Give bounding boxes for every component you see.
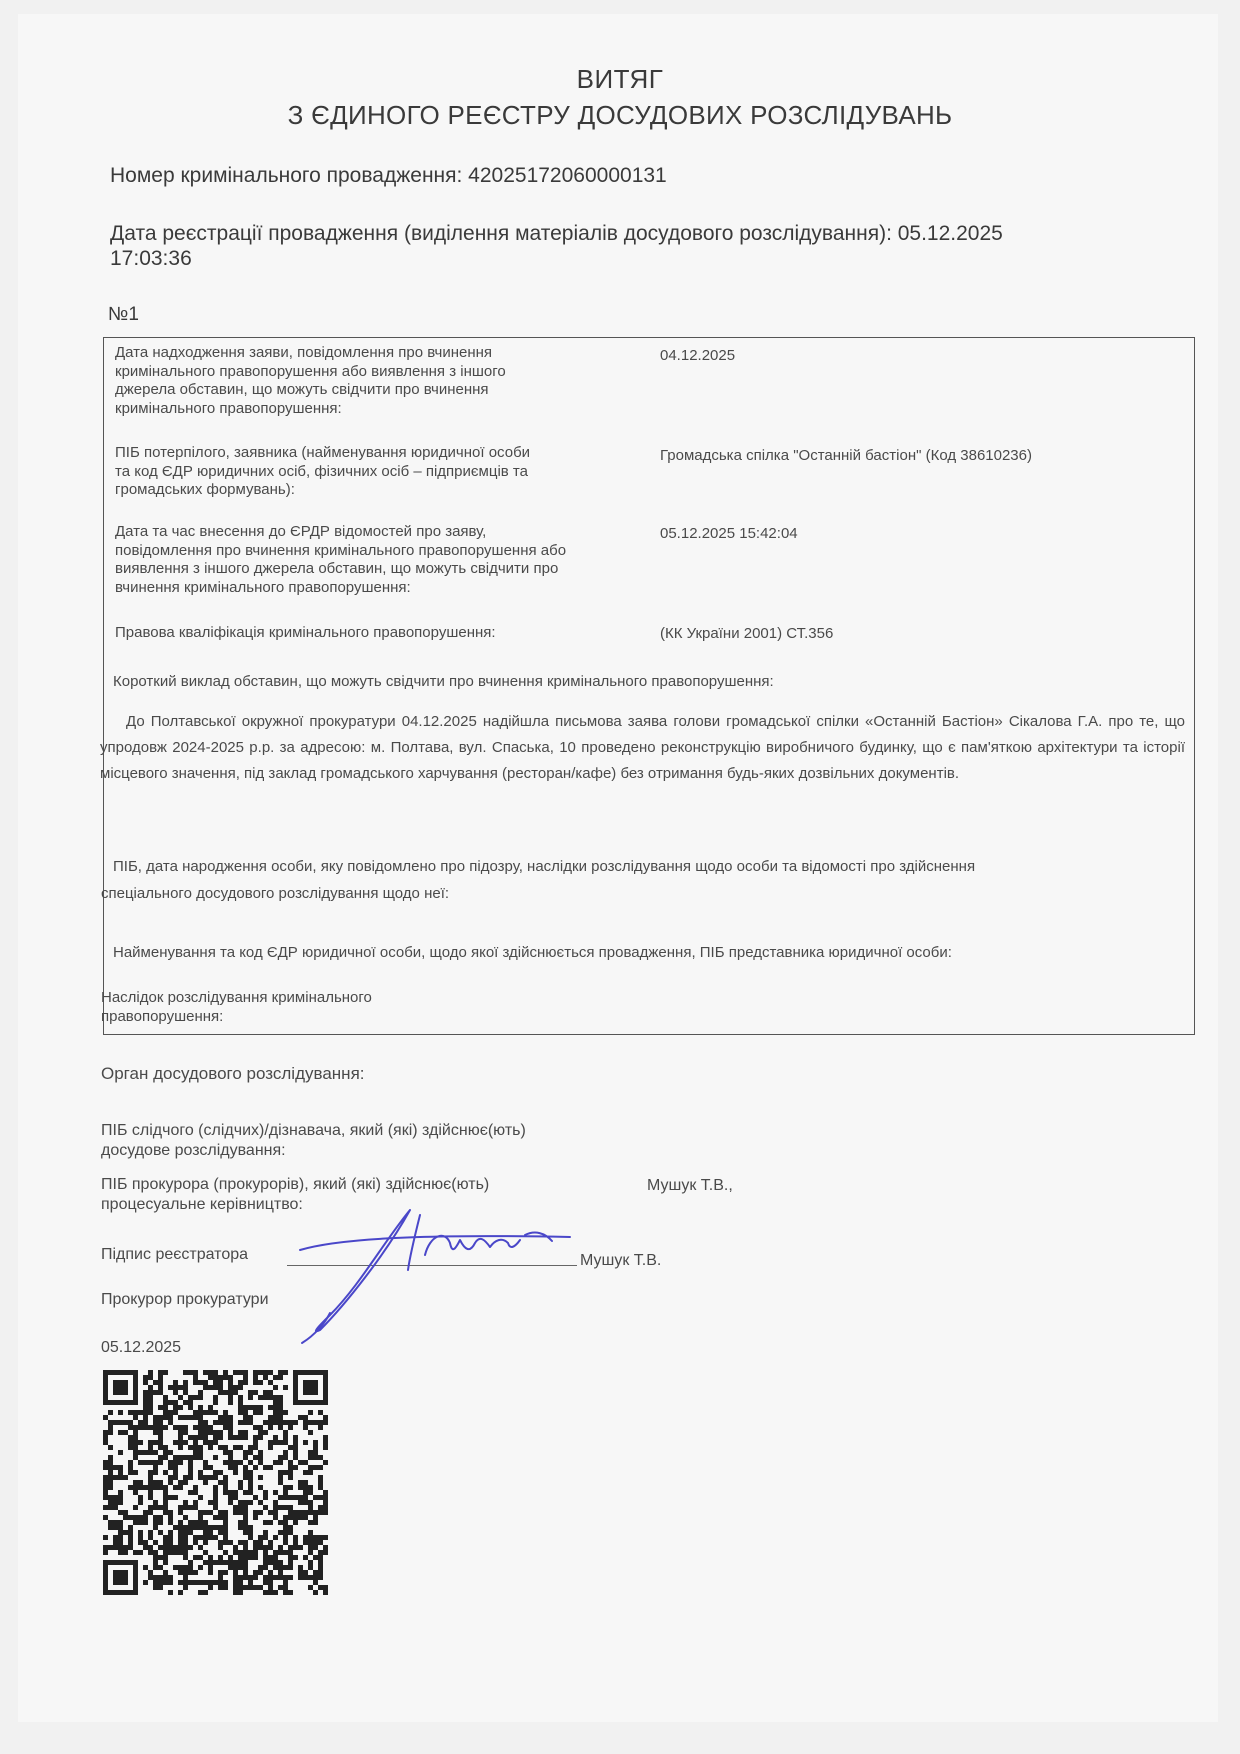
document-subtitle: З ЄДИНОГО РЕЄСТРУ ДОСУДОВИХ РОЗСЛІДУВАНЬ — [287, 100, 953, 130]
organ-label: Орган досудового розслідування: — [101, 1064, 365, 1083]
qr-code-icon — [103, 1370, 329, 1596]
document-title: ВИТЯГ — [576, 64, 664, 94]
office-prosecutor-label: Прокурор прокуратури — [101, 1291, 269, 1308]
summary-text: До Полтавської окружної прокуратури 04.12.2025 надійшла письмова заява голови громадської спілки «Останній Бастіон» Сікалова Г.А. про те, що упродовж 2024-2025 р.р. за адресою: м. Полтава, вул. Спаська, 10 проведено реконструкцію виробничого будинку, що є пам'яткою архітектури та історії місцевого значення, під заклад громадського харчування (ресторан/кафе) без отримання будь-яких дозвільних документів. — [100, 713, 1185, 782]
legal-entity-label: Найменування та код ЄДР юридичної особи, щодо якої здійснюється провадження, ПІБ представника юридичної особи: — [113, 944, 952, 961]
row-label-line: ПІБ потерпілого, заявника (найменування юридичної особи — [115, 444, 531, 461]
row-label-line: та код ЄДР юридичних осіб, фізичних осіб – підприємців та — [115, 462, 528, 480]
table-row — [115, 624, 496, 643]
row-label-line: виявлення з іншого джерела обставин, що можуть свідчити про — [115, 560, 559, 577]
prosecutor-value: Мушук Т.В., — [647, 1177, 733, 1194]
table-row — [115, 523, 566, 597]
row-label-line: джерела обставин, що можуть свідчити про вчинення — [115, 381, 489, 398]
investigator-label — [101, 1121, 526, 1161]
outcome-label-line: Наслідок розслідування кримінального — [101, 989, 372, 1006]
suspect-label: ПІБ, дата народження особи, яку повідомлено про підозру, наслідки розслідування щодо особи та відомості про здійснення — [113, 858, 976, 875]
investigator-label-line: ПІБ слідчого (слідчих)/дізнавача, який (які) здійснює(ють) — [101, 1122, 526, 1139]
row-label-line: Дата надходження заяви, повідомлення про вчинення — [115, 344, 493, 361]
registration-date: Дата реєстрації провадження (виділення матеріалів досудового розслідування): 05.12.2025 — [110, 222, 1003, 245]
prosecutor-label-line: ПІБ прокурора (прокурорів), який (які) здійснює(ють) — [101, 1176, 490, 1193]
registration-time: 17:03:36 — [110, 247, 192, 270]
record-number: №1 — [108, 304, 139, 325]
row-label-line: кримінального правопорушення або виявлення з іншого — [115, 362, 506, 380]
proceeding-number: Номер кримінального провадження: 42025172060000131 — [110, 164, 667, 187]
suspect-label-cont: спеціального досудового розслідування щодо неї: — [101, 885, 450, 902]
outcome-label — [101, 989, 372, 1026]
summary-heading: Короткий виклад обставин, що можуть свідчити про вчинення кримінального правопорушення: — [113, 673, 774, 690]
table-row — [115, 444, 530, 500]
row-value: Громадська спілка "Останній бастіон" (Код 38610236) — [660, 447, 1032, 464]
table-row — [115, 344, 506, 418]
row-label-line: вчинення кримінального правопорушення: — [115, 578, 411, 596]
handwritten-signature-icon — [290, 1195, 590, 1345]
row-label-line: повідомлення про вчинення кримінального правопорушення або — [115, 541, 567, 559]
row-label-line: громадських формувань): — [115, 481, 295, 498]
registrar-value: Мушук Т.В. — [580, 1252, 662, 1269]
prosecutor-label-line: процесуальне керівництво: — [101, 1196, 303, 1213]
row-label-line: кримінального правопорушення: — [115, 399, 342, 417]
row-value: 05.12.2025 15:42:04 — [660, 525, 798, 542]
row-label-line: Правова кваліфікація кримінального правопорушення: — [115, 624, 496, 641]
row-label-line: Дата та час внесення до ЄРДР відомостей про заяву, — [115, 523, 487, 540]
qr-code-graphic — [103, 1370, 329, 1596]
row-value: (КК України 2001) СТ.356 — [660, 625, 834, 642]
row-value: 04.12.2025 — [660, 347, 736, 364]
outcome-label-line: правопорушення: — [101, 1007, 224, 1025]
investigator-label-line: досудове розслідування: — [101, 1142, 286, 1159]
registrar-label: Підпис реєстратора — [101, 1246, 249, 1263]
document-date: 05.12.2025 — [101, 1339, 182, 1356]
